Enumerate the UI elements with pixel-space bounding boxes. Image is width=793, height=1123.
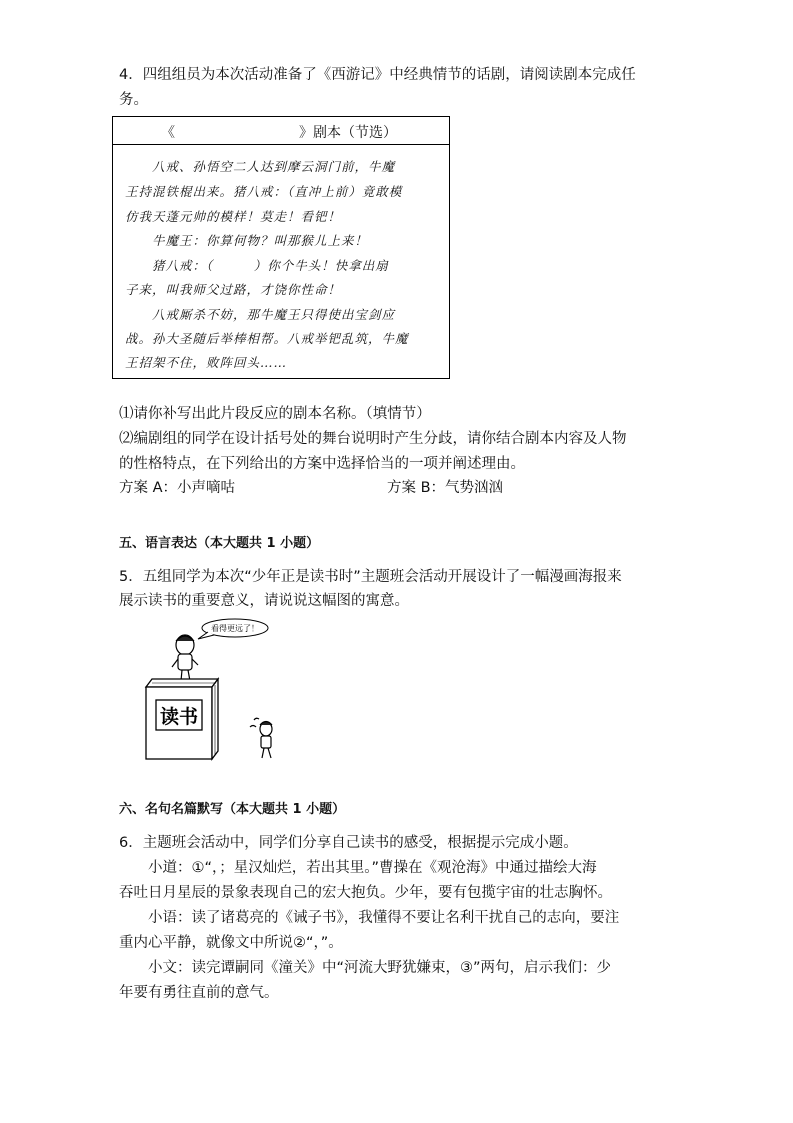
q5-stem-line1: 5．五组同学为本次“少年正是读书时”主题班会活动开展设计了一幅漫画海报来 [119, 569, 622, 585]
q6-stem: 6．主题班会活动中，同学们分享自己读书的感受，根据提示完成小题。 [119, 835, 578, 851]
script-line: 战。孙大圣随后举棒相帮。八戒举钯乱筑，牛魔 [125, 331, 409, 346]
script-title-row [113, 117, 449, 145]
q6-xiaodao-line1: 小道：①“，；星汉灿烂，若出其里。”曹操在《观沧海》中通过描绘大海 [119, 860, 597, 876]
small-child-figure [250, 718, 272, 758]
speech-bubble [198, 619, 268, 639]
q6-xiaowen-line2: 年要有勇往直前的意气。 [119, 985, 279, 1001]
cartoon-poster [138, 615, 308, 765]
script-line: 八戒厮杀不妨，那牛魔王只得使出宝剑应 [125, 307, 396, 322]
option-b: 方案 B：气势汹汹 [387, 480, 504, 496]
book-label: 读书 [159, 706, 199, 728]
option-a: 方案 A：小声嘀咕 [119, 480, 236, 496]
section6-heading: 六、名句名篇默写（本大题共 1 小题） [119, 802, 346, 817]
q4-sub2-line1: ⑵编剧组的同学在设计括号处的舞台说明时产生分歧，请你结合剧本内容及人物 [119, 431, 627, 447]
script-line: 子来，叫我师父过路，才饶你性命！ [125, 282, 342, 297]
q6-xiaodao-line2: 吞吐日月星辰的景象表现自己的宏大抱负。少年，要有包揽宇宙的壮志胸怀。 [119, 885, 612, 901]
script-title-open-bracket: 《 [161, 125, 175, 141]
q5-stem-line2: 展示读书的重要意义，请说说这幅图的寓意。 [119, 593, 409, 609]
script-line: 牛魔王：你算何物？叫那猴儿上来！ [125, 233, 369, 248]
q4-stem-line1: 4．四组组员为本次活动准备了《西游记》中经典情节的话剧，请阅读剧本完成任 [119, 67, 636, 83]
script-line: 王持混铁棍出来。猪八戒：（直冲上前）竟敢模 [125, 184, 403, 199]
speech-bubble-text: 看得更远了！ [211, 624, 259, 633]
q4-sub2-line2: 的性格特点，在下列给出的方案中选择恰当的一项并阐述理由。 [119, 456, 525, 472]
script-line: 仿我天蓬元帅的模样！莫走！看钯！ [125, 209, 342, 224]
q6-xiaoyu-line2: 重内心平静，就像文中所说②“，”。 [119, 935, 343, 951]
q6-xiaoyu-line1: 小语：读了诸葛亮的《诫子书》，我懂得不要让名利干扰自己的志向，要注 [119, 910, 620, 926]
q6-xiaowen-line1: 小文：读完谭嗣同《潼关》中“河流大野犹嫌束，③”两句，启示我们：少 [119, 960, 612, 976]
section5-heading: 五、语言表达（本大题共 1 小题） [119, 536, 320, 551]
script-line: 猪八戒：（ ）你个牛头！快拿出扇 [125, 258, 389, 273]
script-title-suffix: 》剧本（节选） [299, 125, 397, 141]
script-excerpt-box [112, 116, 450, 379]
script-line: 王招架不住，败阵回头…… [125, 355, 288, 370]
script-line: 八戒、孙悟空二人达到摩云洞门前，牛魔 [125, 159, 396, 174]
standing-child-figure [172, 635, 198, 681]
q4-sub1: ⑴请你补写出此片段反应的剧本名称。（填情节） [119, 406, 431, 422]
q4-stem-line2: 务。 [119, 92, 148, 108]
